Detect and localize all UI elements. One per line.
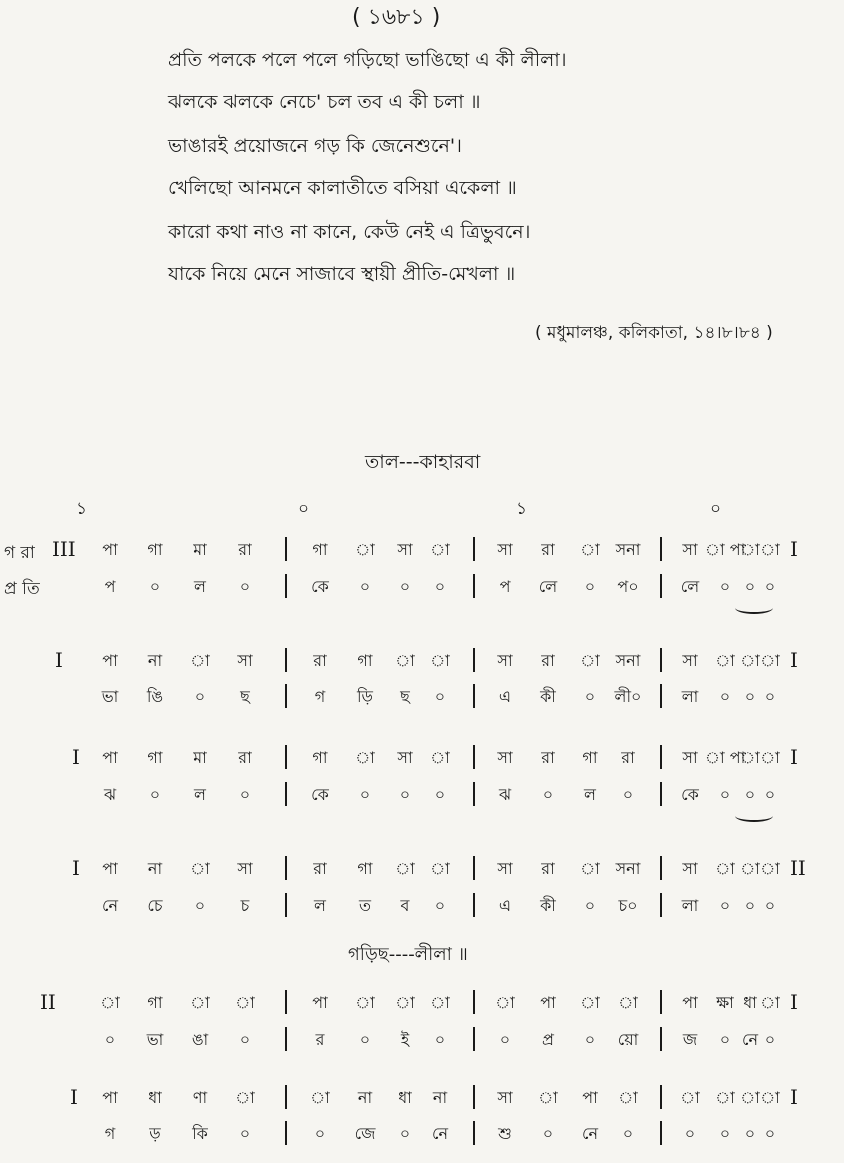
swara-note: া — [580, 993, 600, 1012]
bar-divider — [285, 745, 287, 769]
lyric-syllable: ল — [194, 577, 206, 596]
swara-note: া — [580, 859, 600, 878]
swara-note: া — [355, 748, 375, 767]
lyric-syllable: ০ — [719, 687, 731, 706]
bar-divider — [660, 1027, 662, 1051]
lyric-syllable: ০ — [744, 577, 756, 596]
swara-note: া — [740, 859, 760, 878]
side-label: প্র তি — [4, 579, 40, 599]
swara-note: ক্ষা — [716, 993, 734, 1012]
bar-divider — [473, 782, 475, 806]
slur-mark — [735, 810, 773, 822]
lyric-syllable: ০ — [584, 687, 596, 706]
swara-note: সা — [682, 859, 698, 878]
end-barline: I — [790, 745, 798, 769]
swara-note: া — [618, 993, 638, 1012]
lyric-syllable: ০ — [239, 577, 251, 596]
poem-line: যাকে নিয়ে মেনে সাজাবে স্থায়ী প্রীতি-মেখলা ॥ — [168, 263, 516, 285]
lyric-syllable: চে — [147, 896, 163, 915]
swara-note: া — [190, 993, 210, 1012]
lyric-syllable: শু — [498, 1124, 512, 1143]
lyric-syllable: লী০ — [614, 687, 642, 706]
bar-divider — [473, 684, 475, 708]
swara-note: সা — [497, 1088, 513, 1107]
lyric-syllable: প০ — [617, 577, 639, 596]
swara-note: গা — [147, 748, 163, 767]
swara-note: া — [430, 748, 450, 767]
swara-note: গা — [582, 748, 598, 767]
bar-divider — [285, 856, 287, 880]
lyric-syllable: এ — [498, 896, 512, 915]
lyric-syllable: ০ — [434, 896, 446, 915]
swara-note: পা — [540, 993, 556, 1012]
lyric-syllable: প — [104, 577, 116, 596]
lyric-syllable: ০ — [719, 1124, 731, 1143]
bar-divider — [285, 990, 287, 1014]
swara-note: সা — [497, 748, 513, 767]
lyric-syllable: জে — [354, 1124, 376, 1143]
lyric-syllable: নে — [581, 1124, 599, 1143]
lyric-syllable: ০ — [239, 1124, 251, 1143]
poem-line: খেলিছো আনমনে কালাতীতে বসিয়া একেলা ॥ — [168, 177, 517, 199]
lyric-syllable: কে — [681, 785, 699, 804]
swara-note: া — [310, 1088, 330, 1107]
lyric-syllable: ০ — [622, 1124, 634, 1143]
swara-note: া — [395, 859, 415, 878]
end-barline: I — [790, 1085, 798, 1109]
lyric-syllable: ০ — [764, 1124, 776, 1143]
swara-note: সা — [682, 651, 698, 670]
bar-divider — [473, 856, 475, 880]
bar-divider — [660, 1085, 662, 1109]
bar-divider — [285, 1121, 287, 1145]
lyric-syllable: লা — [681, 687, 699, 706]
lyric-syllable: ড়ি — [356, 687, 373, 706]
bar-divider — [285, 893, 287, 917]
lyric-syllable: ০ — [542, 1124, 554, 1143]
end-barline: II — [790, 856, 806, 880]
swara-note: ধা — [148, 1088, 162, 1107]
swara-note: না — [147, 651, 163, 670]
swara-note: সা — [682, 748, 698, 767]
start-barline: III — [52, 537, 76, 561]
swara-note: গা — [312, 540, 328, 559]
swara-note: মা — [193, 540, 207, 559]
bar-divider — [285, 684, 287, 708]
lyric-syllable: ০ — [434, 1030, 446, 1049]
bar-divider — [660, 990, 662, 1014]
swara-note: রা — [313, 859, 327, 878]
lyric-syllable: কী — [540, 896, 556, 915]
swara-note: গা — [147, 540, 163, 559]
swara-note: া — [740, 540, 760, 559]
bar-divider — [285, 537, 287, 561]
lyric-syllable: ০ — [622, 785, 634, 804]
lyric-syllable: ০ — [719, 577, 731, 596]
lyric-syllable: ০ — [399, 785, 411, 804]
bar-divider — [473, 745, 475, 769]
swara-note: া — [760, 748, 780, 767]
swara-note: সা — [397, 748, 413, 767]
swara-note: রা — [541, 859, 555, 878]
swara-note: া — [395, 651, 415, 670]
bar-divider — [660, 856, 662, 880]
lyric-syllable: ০ — [499, 1030, 511, 1049]
lyric-syllable: চ — [240, 896, 250, 915]
lyric-syllable: জ — [682, 1030, 698, 1049]
lyric-syllable: ই — [400, 1030, 410, 1049]
bar-divider — [285, 574, 287, 598]
lyric-syllable: নে — [741, 1030, 759, 1049]
swara-note: সনা — [615, 651, 641, 670]
poem-line: প্রতি পলকে পলে পলে গড়িছো ভাঙিছো এ কী লীলা। — [168, 49, 567, 71]
swara-note: া — [235, 1088, 255, 1107]
bar-divider — [285, 782, 287, 806]
swara-note: পা — [102, 748, 118, 767]
swara-note: া পা — [705, 540, 746, 559]
lyric-syllable: ০ — [719, 785, 731, 804]
swara-note: া — [740, 1088, 760, 1107]
bar-divider — [473, 537, 475, 561]
swara-note: া — [538, 1088, 558, 1107]
swara-note: সা — [237, 859, 253, 878]
swara-note: া — [430, 993, 450, 1012]
swara-note: া পা — [705, 748, 746, 767]
lyric-syllable: ০ — [584, 896, 596, 915]
lyric-syllable: ঙি — [146, 687, 164, 706]
lyric-syllable: ০ — [149, 577, 161, 596]
lyric-syllable: প্র — [542, 1030, 554, 1049]
swara-note: না — [147, 859, 163, 878]
lyric-syllable: ব — [400, 896, 410, 915]
lyric-syllable: ০ — [194, 687, 206, 706]
swara-note: া — [190, 859, 210, 878]
lyric-syllable: ০ — [399, 577, 411, 596]
swara-note: রা — [621, 748, 635, 767]
lyric-syllable: ঝ — [498, 785, 512, 804]
poem-line: কারো কথা নাও না কানে, কেউ নেই এ ত্রিভুবনে। — [168, 221, 531, 243]
swara-note: া — [760, 651, 780, 670]
slur-mark — [735, 602, 773, 614]
lyric-syllable: ড় — [149, 1124, 161, 1143]
lyric-syllable: লে — [680, 577, 700, 596]
end-barline: I — [790, 990, 798, 1014]
lyric-syllable: কে — [311, 577, 329, 596]
swara-note: া — [430, 540, 450, 559]
start-barline: I — [72, 856, 80, 880]
lyric-syllable: ০ — [584, 577, 596, 596]
lyric-syllable: ভা — [146, 1030, 164, 1049]
lyric-syllable: গ — [314, 687, 326, 706]
lyric-syllable: ০ — [434, 687, 446, 706]
swara-note: সনা — [615, 540, 641, 559]
swara-note: া — [740, 651, 760, 670]
lyric-syllable: ০ — [764, 577, 776, 596]
swara-note: রা — [541, 651, 555, 670]
swara-note: া — [430, 859, 450, 878]
swara-note: া — [495, 993, 515, 1012]
swara-note: রা — [238, 748, 252, 767]
lyric-syllable: ল — [314, 896, 326, 915]
swara-note: া — [715, 1088, 735, 1107]
end-barline: I — [790, 648, 798, 672]
bar-divider — [473, 574, 475, 598]
bar-divider — [660, 574, 662, 598]
bar-divider — [660, 648, 662, 672]
bar-divider — [473, 893, 475, 917]
bar-divider — [660, 537, 662, 561]
lyric-syllable: ০ — [399, 1124, 411, 1143]
swara-note: পা — [312, 993, 328, 1012]
swara-note: পা — [102, 540, 118, 559]
swara-note: গা — [357, 859, 373, 878]
swara-note: ধা — [743, 993, 757, 1012]
lyric-syllable: ০ — [239, 785, 251, 804]
swara-note: রা — [541, 540, 555, 559]
swara-note: া — [395, 993, 415, 1012]
swara-note: া — [100, 993, 120, 1012]
lyric-syllable: ল — [584, 785, 596, 804]
lyric-syllable: ০ — [434, 785, 446, 804]
lyric-syllable: লে — [538, 577, 558, 596]
beat-mark: ০ — [298, 499, 310, 519]
beat-mark: ০ — [710, 499, 722, 519]
lyric-syllable: ছ — [240, 687, 250, 706]
lyric-syllable: ০ — [719, 1030, 731, 1049]
start-barline: I — [72, 745, 80, 769]
lyric-syllable: ০ — [239, 1030, 251, 1049]
swara-note: া — [760, 540, 780, 559]
lyric-syllable: কে — [311, 785, 329, 804]
swara-note: না — [357, 1088, 373, 1107]
swara-note: সা — [497, 540, 513, 559]
swara-note: া — [680, 1088, 700, 1107]
swara-note: পা — [582, 1088, 598, 1107]
poem-line: ঝলকে ঝলকে নেচে' চল তব এ কী চলা ॥ — [168, 91, 481, 113]
swara-note: সা — [397, 540, 413, 559]
swara-note: গা — [312, 748, 328, 767]
side-label: গ রা — [4, 543, 35, 563]
swara-note: পা — [682, 993, 698, 1012]
bar-divider — [285, 1085, 287, 1109]
bar-divider — [473, 1085, 475, 1109]
lyric-syllable: ভা — [101, 687, 119, 706]
swara-note: া — [355, 540, 375, 559]
lyric-syllable: ছ — [400, 687, 410, 706]
swara-note: সা — [682, 540, 698, 559]
lyric-syllable: ০ — [194, 896, 206, 915]
lyric-syllable: ০ — [359, 785, 371, 804]
bar-divider — [660, 684, 662, 708]
lyric-syllable: ০ — [744, 785, 756, 804]
swara-note: পা — [102, 651, 118, 670]
bar-divider — [473, 990, 475, 1014]
swara-note: মা — [193, 748, 207, 767]
source-citation: ( মধুমালঞ্চ, কলিকাতা, ১৪।৮।৮৪ ) — [535, 323, 773, 343]
swara-note: া — [715, 859, 735, 878]
swara-note: া — [190, 651, 210, 670]
lyric-syllable: ০ — [149, 785, 161, 804]
poem-line: ভাঙারই প্রয়োজনে গড় কি জেনেশুনে'। — [168, 135, 462, 157]
swara-note: গা — [147, 993, 163, 1012]
start-barline: I — [55, 648, 63, 672]
lyric-syllable: র — [315, 1030, 325, 1049]
sub-label: গড়িছ----লীলা ॥ — [348, 944, 468, 965]
bar-divider — [660, 745, 662, 769]
lyric-syllable: ০ — [359, 1030, 371, 1049]
lyric-syllable: ০ — [744, 896, 756, 915]
bar-divider — [285, 648, 287, 672]
swara-note: া — [760, 1088, 780, 1107]
lyric-syllable: ০ — [744, 687, 756, 706]
lyric-syllable: ঙা — [191, 1030, 209, 1049]
swara-note: পা — [102, 859, 118, 878]
swara-note: া — [618, 1088, 638, 1107]
lyric-syllable: ০ — [359, 577, 371, 596]
start-barline: II — [40, 990, 56, 1014]
lyric-syllable: নে — [101, 896, 119, 915]
lyric-syllable: ত — [358, 896, 371, 915]
swara-note: সা — [497, 651, 513, 670]
swara-note: গা — [357, 651, 373, 670]
lyric-syllable: এ — [498, 687, 512, 706]
lyric-syllable: কী — [540, 687, 556, 706]
page-number: ( ১৬৮১ ) — [352, 5, 441, 30]
lyric-syllable: ০ — [719, 896, 731, 915]
swara-note: া — [715, 651, 735, 670]
lyric-syllable: গ — [104, 1124, 116, 1143]
beat-mark: ১ — [76, 499, 88, 519]
swara-note: রা — [238, 540, 252, 559]
swara-note: া — [430, 651, 450, 670]
lyric-syllable: নে — [431, 1124, 449, 1143]
lyric-syllable: ০ — [764, 785, 776, 804]
swara-note: া — [760, 859, 780, 878]
lyric-syllable: ০ — [434, 577, 446, 596]
swara-note: া — [580, 651, 600, 670]
swara-note: পা — [102, 1088, 118, 1107]
beat-mark: ১ — [516, 499, 528, 519]
lyric-syllable: ০ — [314, 1124, 326, 1143]
bar-divider — [660, 893, 662, 917]
swara-note: সা — [237, 651, 253, 670]
lyric-syllable: ০ — [104, 1030, 116, 1049]
start-barline: I — [70, 1085, 78, 1109]
lyric-syllable: ল — [194, 785, 206, 804]
swara-note: রা — [313, 651, 327, 670]
swara-note: সনা — [615, 859, 641, 878]
bar-divider — [660, 1121, 662, 1145]
lyric-syllable: ০ — [542, 785, 554, 804]
lyric-syllable: ০ — [584, 1030, 596, 1049]
lyric-syllable: ঝ — [103, 785, 117, 804]
lyric-syllable: ০ — [764, 1030, 776, 1049]
lyric-syllable: য়ো — [617, 1030, 639, 1049]
lyric-syllable: ০ — [764, 896, 776, 915]
swara-note: সা — [497, 859, 513, 878]
bar-divider — [473, 1027, 475, 1051]
swara-note: রা — [541, 748, 555, 767]
swara-note: া — [740, 748, 760, 767]
swara-note: না — [432, 1088, 448, 1107]
bar-divider — [473, 1121, 475, 1145]
tala-heading: তাল---কাহারবা — [365, 451, 481, 473]
end-barline: I — [790, 537, 798, 561]
lyric-syllable: প — [499, 577, 511, 596]
bar-divider — [285, 1027, 287, 1051]
lyric-syllable: ০ — [764, 687, 776, 706]
swara-note: ণা — [192, 1088, 208, 1107]
bar-divider — [660, 782, 662, 806]
swara-note: া — [235, 993, 255, 1012]
lyric-syllable: ০ — [744, 1124, 756, 1143]
swara-note: া — [355, 993, 375, 1012]
bar-divider — [473, 648, 475, 672]
lyric-syllable: লা — [681, 896, 699, 915]
swara-note: া — [580, 540, 600, 559]
lyric-syllable: ০ — [684, 1124, 696, 1143]
lyric-syllable: চ০ — [618, 896, 638, 915]
swara-note: া — [760, 993, 780, 1012]
lyric-syllable: কি — [192, 1124, 208, 1143]
swara-note: ধা — [398, 1088, 412, 1107]
